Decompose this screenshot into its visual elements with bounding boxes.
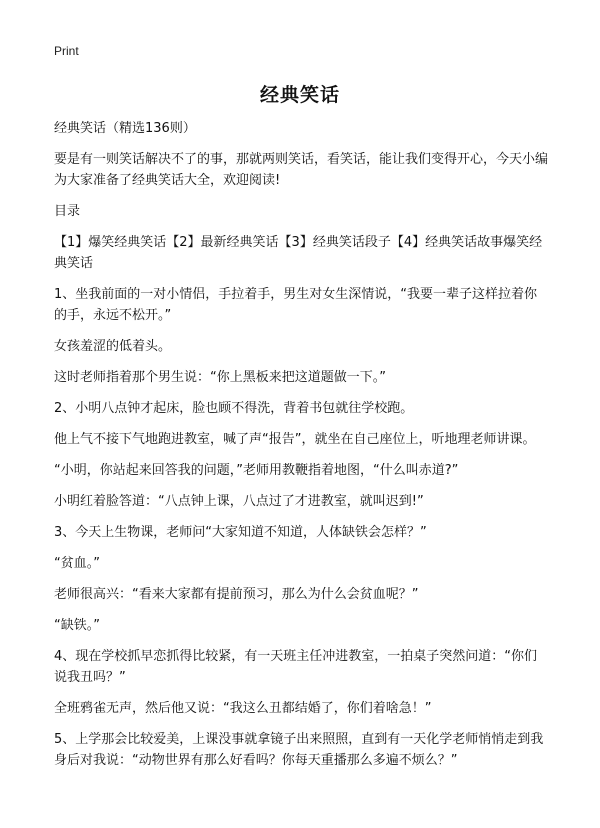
joke-4-paragraph: 4、现在学校抓早恋抓得比较紧，有一天班主任冲进教室，一拍桌子突然问道：“你们说我丑吗？” xyxy=(54,649,538,685)
intro-paragraph: 要是有一则笑话解决不了的事，那就两则笑话，看笑话，能让我们变得开心，今天小编为大家准备了经典笑话大全，欢迎阅读! xyxy=(54,152,549,188)
joke-2-paragraph: 小明红着脸答道：“八点钟上课，八点过了才进教室，就叫迟到!” xyxy=(54,494,424,509)
joke-3-paragraph: “贫血。” xyxy=(54,556,100,571)
joke-3-paragraph: “缺铁。” xyxy=(54,618,100,633)
joke-1-paragraph: 女孩羞涩的低着头。 xyxy=(54,339,172,354)
joke-2-paragraph: 他上气不接下气地跑进教室，喊了声“报告”，就坐在自己座位上，听地理老师讲课。 xyxy=(54,432,536,447)
joke-2-paragraph: “小明，你站起来回答我的问题，”老师用教鞭指着地图，“什么叫赤道?” xyxy=(54,463,459,478)
joke-4-paragraph: 全班鸦雀无声，然后他又说：“我这么丑都结婚了，你们着啥急！” xyxy=(54,701,432,716)
joke-1-paragraph: 这时老师指着那个男生说：“你上黑板来把这道题做一下。” xyxy=(54,370,386,385)
joke-2-paragraph: 2、小明八点钟才起床，脸也顾不得洗，背着书包就往学校跑。 xyxy=(54,401,414,416)
print-label: Print xyxy=(54,44,79,58)
document-body xyxy=(54,118,548,781)
document-title: 经典笑话 xyxy=(259,84,340,106)
joke-3-paragraph: 3、今天上生物课，老师问“大家知道不知道，人体缺铁会怎样？” xyxy=(54,525,427,540)
joke-5-paragraph: 5、上学那会比较爱美，上课没事就拿镜子出来照照，直到有一天化学老师悄悄走到我身后对我说：“动物世界有那么好看吗？你每天重播那么多遍不烦么？” xyxy=(54,732,544,768)
joke-3-paragraph: 老师很高兴：“看来大家都有提前预习，那么为什么会贫血呢？” xyxy=(54,587,419,602)
subtitle: 经典笑话（精选136则） xyxy=(54,121,196,136)
toc-heading: 目录 xyxy=(54,204,81,219)
joke-1-paragraph: 1、坐我前面的一对小情侣，手拉着手，男生对女生深情说，“我要一辈子这样拉着你的手，永远不松开。” xyxy=(54,287,538,323)
toc-links: 【1】爆笑经典笑话【2】最新经典笑话【3】经典笑话段子【4】经典笑话故事爆笑经典笑话 xyxy=(54,235,543,271)
